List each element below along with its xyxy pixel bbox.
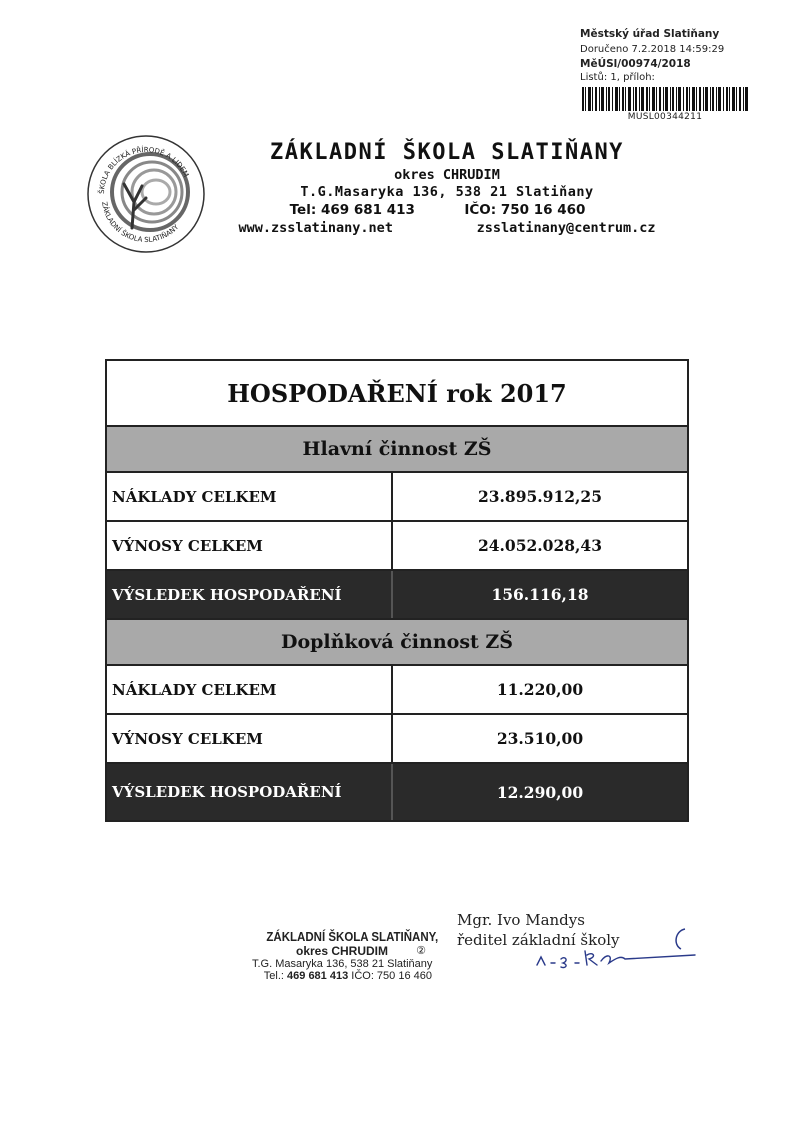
logo-ring-bottom-text: ZÁKLADNÍ ŠKOLA SLATIŇANY (100, 201, 181, 245)
school-logo-icon (84, 132, 208, 256)
row-value: 23.895.912,25 (477, 487, 603, 506)
row-label: NÁKLADY CELKEM (107, 473, 393, 520)
stamp-mark: ② (416, 945, 426, 957)
row-value: 11.220,00 (496, 680, 584, 699)
table-row (107, 522, 687, 571)
table-title: HOSPODAŘENÍ rok 2017 (107, 361, 687, 427)
school-address: T.G.Masaryka 136, 538 21 Slatiňany (300, 184, 594, 200)
school-name: ZÁKLADNÍ ŠKOLA SLATIŇANY (270, 140, 624, 165)
stamp-tel-label: Tel.: (263, 970, 284, 982)
row-value: 23.510,00 (496, 729, 584, 748)
school-website: www.zsslatinany.net (238, 220, 393, 236)
table-row (107, 666, 687, 715)
signer-role: ředitel základní školy (457, 931, 620, 949)
section-heading-main: Hlavní činnost ZŠ (107, 427, 687, 473)
school-ico: IČO: 750 16 460 (464, 202, 586, 218)
stamp-line-school: ZÁKLADNÍ ŠKOLA SLATIŇANY, (266, 930, 439, 944)
registry-office: Městský úřad Slatiňany (580, 28, 720, 40)
registry-delivered: Doručeno 7.2.2018 14:59:29 (580, 44, 725, 55)
barcode-icon (580, 87, 750, 111)
stamp-ico: IČO: 750 16 460 (351, 970, 432, 982)
row-label: VÝSLEDEK HOSPODAŘENÍ (107, 764, 393, 820)
row-label: VÝNOSY CELKEM (107, 715, 393, 762)
school-district: okres CHRUDIM (394, 167, 500, 183)
row-value: 24.052.028,43 (477, 536, 603, 555)
table-row-result (107, 571, 687, 620)
barcode-number: MUSL00344211 (627, 112, 703, 122)
school-phone: Tel: 469 681 413 (289, 202, 415, 218)
signer-name: Mgr. Ivo Mandys (457, 911, 585, 929)
web-line (212, 220, 682, 236)
stamp-line-contact (252, 970, 432, 982)
section-heading-supplementary: Doplňková činnost ZŠ (107, 620, 687, 666)
row-label: VÝSLEDEK HOSPODAŘENÍ (107, 571, 393, 618)
contact-line (212, 202, 682, 218)
stamp-tel-value: 469 681 413 (287, 970, 349, 982)
financial-results-table (105, 359, 689, 822)
school-email: zsslatinany@centrum.cz (476, 220, 656, 236)
stamp-line-district (252, 944, 426, 958)
school-stamp (252, 930, 439, 982)
registry-stamp (580, 28, 760, 122)
row-label: NÁKLADY CELKEM (107, 666, 393, 713)
row-value: 12.290,00 (496, 782, 584, 802)
registry-sheets: Listů: 1, příloh: (580, 72, 655, 83)
table-row (107, 715, 687, 764)
stamp-line-address: T.G. Masaryka 136, 538 21 Slatiňany (252, 958, 433, 970)
logo-ring-top-text: ŠKOLA BLÍZKÁ PŘÍRODĚ A LIDEM (97, 145, 191, 195)
table-row-result (107, 764, 687, 820)
row-label: VÝNOSY CELKEM (107, 522, 393, 569)
table-row (107, 473, 687, 522)
registry-reference: MěÚSl/00974/2018 (580, 58, 691, 70)
stamp-district-text: okres CHRUDIM (295, 944, 388, 958)
row-value: 156.116,18 (491, 585, 589, 604)
handwritten-signature (525, 915, 705, 975)
letterhead (212, 140, 682, 236)
